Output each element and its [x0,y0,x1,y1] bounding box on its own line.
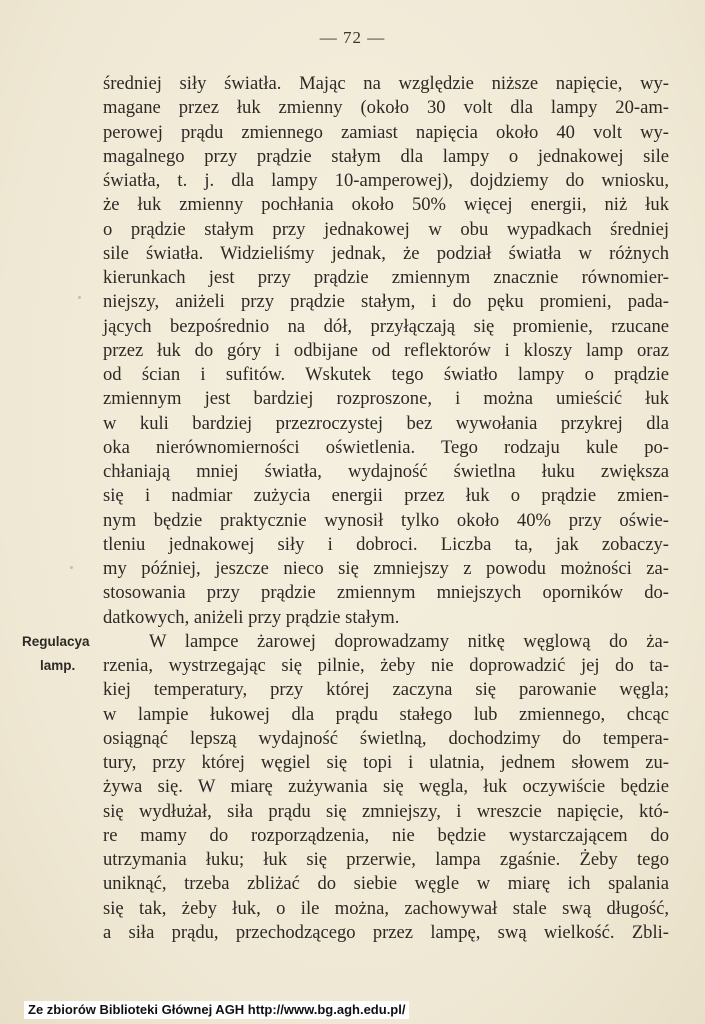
text-line: datkowych, aniżeli przy prądzie stałym. [103,606,400,628]
text-line: się i nadmiar zużycia energii przez łuk o prądzie zmien- [103,485,669,507]
text-line: w lampie łukowej dla prądu stałego lub zmiennego, chcąc [103,703,669,725]
text-line: osiągnąć lepszą wydajność świetlną, dochodzimy do tempera- [103,727,669,749]
margin-note [22,630,90,678]
text-line: jących bezpośrednio na dół, przyłączają się promienie, rzucane [103,315,669,337]
text-line: zmiennym jest bardziej rozproszone, i można umieścić łuk [103,388,669,410]
text-line: kierunkach jest przy prądzie zmiennym znacznie równomier- [103,267,669,288]
text-line: rzenia, wystrzegając się pilnie, żeby nie doprowadzić jej do ta- [103,655,669,676]
text-line: średniej siły światła. Mając na względzie niższe napięcie, wy- [103,73,669,94]
text-line: od ścian i sufitów. Wskutek tego światło lampy o prądzie [103,364,669,385]
page-number: — 72 — [319,28,386,47]
text-line: tleniu jednakowej siły i dobroci. Liczba ta, jak zobaczy- [103,533,669,555]
text-line: kiej temperatury, przy której zaczyna się parowanie węgla; [103,679,669,701]
text-line: magalnego przy prądzie stałym dla lampy o jednakowej sile [103,145,669,167]
text-line: perowej prądu zmiennego zamiast napięcia około 40 volt wy- [103,121,669,143]
text-line: oka nierównomierności oświetlenia. Tego rodzaju kule po- [103,436,669,458]
text-line: re mamy do rozporządzenia, nie będzie wystarczającem do [103,824,669,846]
paper-speck [70,566,73,569]
text-line: przez łuk do góry i odbijane od reflektorów i kloszy lamp oraz [103,339,669,361]
text-line: my później, jeszcze nieco się zmniejszy z powodu możności za- [103,558,669,579]
text-line: tury, przy której węgiel się topi i ulatnia, jednem słowem zu- [103,752,669,773]
text-line: w kuli bardziej przezroczystej bez wywołania przykrej dla [103,412,669,434]
library-footer: Ze zbiorów Biblioteki Głównej AGH http://www.bg.agh.edu.pl/ [24,1001,409,1019]
text-line: chłaniają mniej światła, wydajność świetlna łuku zwiększa [103,461,669,482]
text-line: stosowania przy prądzie zmiennym mniejszych oporników do- [103,582,669,604]
paper-speck [78,296,81,299]
margin-note-line: Regulacya [22,634,90,649]
margin-note-line: lamp. [40,658,76,673]
text-line: magane przez łuk zmienny (około 30 volt dla lampy 20-am- [103,97,669,119]
text-line: się wydłużał, siła prądu się zmniejszy, i wreszcie napięcie, któ- [103,800,669,822]
text-line: W lampce żarowej doprowadzamy nitkę węglową do ża- [149,630,669,652]
text-line: niejszy, aniżeli przy prądzie stałym, i do pęku promieni, pada- [103,291,669,313]
text-line: że łuk zmienny pochłania około 50% więcej energii, niż łuk [103,194,669,216]
text-line: o prądzie stałym przy jednakowej w obu wypadkach średniej [103,218,669,240]
text-line: światła, t. j. dla lampy 10-amperowej), dojdziemy do wniosku, [103,170,669,191]
text-line: sile światła. Widzieliśmy jednak, że podział światła w różnych [103,242,669,264]
text-line: nym będzie praktycznie wynosił tylko około 40% przy oświe- [103,509,669,531]
text-line: utrzymania łuku; łuk się przerwie, lampa zgaśnie. Żeby tego [103,849,669,870]
body-text [103,72,669,945]
text-line: uniknąć, trzeba zbliżać do siebie węgle w miarę ich spalania [103,873,669,895]
text-line: a siła prądu, przechodzącego przez lampę, swą wielkość. Zbli- [103,921,669,943]
text-line: się tak, żeby łuk, o ile można, zachowywał stale swą długość, [103,897,669,919]
text-line: żywa się. W miarę zużywania się węgla, łuk oczywiście będzie [103,776,669,798]
